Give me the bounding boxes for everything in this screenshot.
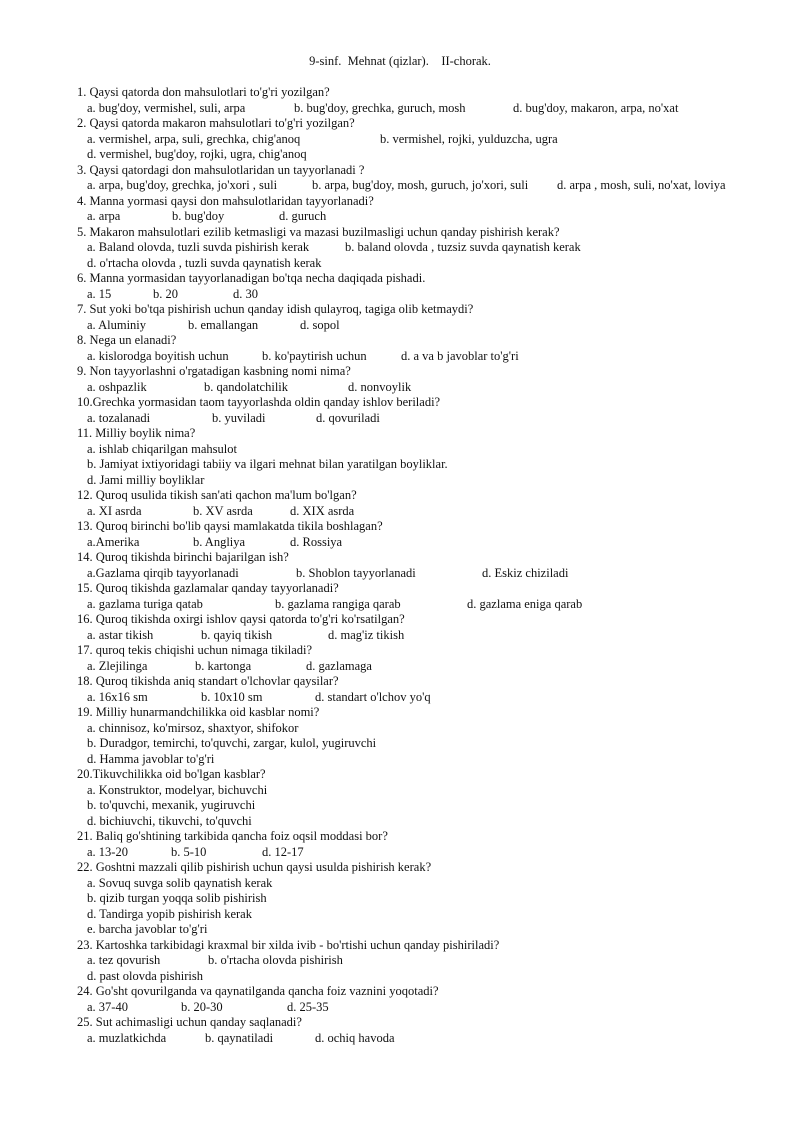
- question-10: 10.Grechka yormasidan taom tayyorlashda oldin qanday ishlov beriladi?: [77, 395, 441, 409]
- answer-option: d. sopol: [300, 318, 340, 332]
- answer-option: b. baland olovda , tuzsiz suvda qaynatish kerak: [345, 240, 581, 254]
- answer-option: d. gazlama eniga qarab: [467, 597, 583, 611]
- answer-option: d. standart o'lchov yo'q: [315, 690, 431, 704]
- answer-option: a. muzlatkichda: [87, 1031, 167, 1045]
- question-3: 3. Qaysi qatordagi don mahsulotlaridan un tayyorlanadi ?: [77, 163, 365, 177]
- question-22: 22. Goshtni mazzali qilib pishirish uchun qaysi usulda pishirish kerak?: [77, 860, 432, 874]
- question-16: 16. Quroq tikishda oxirgi ishlov qaysi qatorda to'g'ri ko'rsatilgan?: [77, 612, 405, 626]
- answer-option: d. 30: [233, 287, 258, 301]
- answer-option: a. chinnisoz, ko'mirsoz, shaxtyor, shifokor: [87, 721, 299, 735]
- answer-option: d. 25-35: [287, 1000, 329, 1014]
- answer-option: d. a va b javoblar to'g'ri: [401, 349, 519, 363]
- question-8: 8. Nega un elanadi?: [77, 333, 177, 347]
- answer-option: d. gazlamaga: [306, 659, 372, 673]
- answer-option: a. 16x16 sm: [87, 690, 148, 704]
- answer-option: a. tez qovurish: [87, 953, 161, 967]
- answer-option: a. vermishel, arpa, suli, grechka, chig'anoq: [87, 132, 301, 146]
- page-title: 9-sinf. Mehnat (qizlar). II-chorak.: [309, 54, 491, 68]
- answer-option: a. tozalanadi: [87, 411, 151, 425]
- answer-option: a. 15: [87, 287, 112, 301]
- answer-option: a. 37-40: [87, 1000, 128, 1014]
- question-7: 7. Sut yoki bo'tqa pishirish uchun qanday idish qulayroq, tagiga olib ketmaydi?: [77, 302, 474, 316]
- answer-option: a. 13-20: [87, 845, 128, 859]
- answer-option: a. astar tikish: [87, 628, 154, 642]
- answer-option: d. Hamma javoblar to'g'ri: [87, 752, 215, 766]
- answer-option: a. arpa, bug'doy, grechka, jo'xori , suli: [87, 178, 278, 192]
- answer-option: b. arpa, bug'doy, mosh, guruch, jo'xori, suli: [312, 178, 529, 192]
- answer-option: b. XV asrda: [193, 504, 253, 518]
- answer-option: b. kartonga: [195, 659, 252, 673]
- answer-option: b. bug'doy, grechka, guruch, mosh: [294, 101, 466, 115]
- question-2: 2. Qaysi qatorda makaron mahsulotlari to'g'ri yozilgan?: [77, 116, 355, 130]
- answer-option: d. past olovda pishirish: [87, 969, 203, 983]
- question-17: 17. quroq tekis chiqishi uchun nimaga tikiladi?: [77, 643, 313, 657]
- answer-option: b. emallangan: [188, 318, 259, 332]
- answer-option: b. qayiq tikish: [201, 628, 273, 642]
- answer-option: d. qovuriladi: [316, 411, 380, 425]
- answer-option: d. ochiq havoda: [315, 1031, 395, 1045]
- answer-option: d. nonvoylik: [348, 380, 412, 394]
- question-9: 9. Non tayyorlashni o'rgatadigan kasbning nomi nima?: [77, 364, 351, 378]
- question-5: 5. Makaron mahsulotlari ezilib ketmasligi va mazasi buzilmasligi uchun qanday pishirish kerak?: [77, 225, 560, 239]
- answer-option: d. XIX asrda: [290, 504, 355, 518]
- question-25: 25. Sut achimasligi uchun qanday saqlanadi?: [77, 1015, 302, 1029]
- answer-option: b. yuviladi: [212, 411, 266, 425]
- answer-option: d. Rossiya: [290, 535, 343, 549]
- answer-option: b. ko'paytirish uchun: [262, 349, 367, 363]
- question-24: 24. Go'sht qovurilganda va qaynatilganda qancha foiz vaznini yoqotadi?: [77, 984, 439, 998]
- answer-option: a. Baland olovda, tuzli suvda pishirish kerak: [87, 240, 310, 254]
- answer-option: b. Duradgor, temirchi, to'quvchi, zargar, kulol, yugiruvchi: [87, 736, 377, 750]
- question-1: 1. Qaysi qatorda don mahsulotlari to'g'ri yozilgan?: [77, 85, 330, 99]
- answer-option: b. Jamiyat ixtiyoridagi tabiiy va ilgari mehnat bilan yaratilgan boyliklar.: [87, 457, 448, 471]
- answer-option: e. barcha javoblar to'g'ri: [87, 922, 208, 936]
- answer-option: d. Tandirga yopib pishirish kerak: [87, 907, 252, 921]
- answer-option: a. Sovuq suvga solib qaynatish kerak: [87, 876, 273, 890]
- answer-option: b. 20-30: [181, 1000, 223, 1014]
- answer-option: a. Zlejilinga: [87, 659, 148, 673]
- answer-option: d. bichiuvchi, tikuvchi, to'quvchi: [87, 814, 252, 828]
- answer-option: b. vermishel, rojki, yulduzcha, ugra: [380, 132, 558, 146]
- answer-option: a. arpa: [87, 209, 121, 223]
- answer-option: d. bug'doy, makaron, arpa, no'xat: [513, 101, 679, 115]
- answer-option: d. mag'iz tikish: [328, 628, 405, 642]
- answer-option: b. 5-10: [171, 845, 207, 859]
- answer-option: b. qizib turgan yoqqa solib pishirish: [87, 891, 267, 905]
- question-19: 19. Milliy hunarmandchilikka oid kasblar nomi?: [77, 705, 320, 719]
- answer-option: a. ishlab chiqarilgan mahsulot: [87, 442, 237, 456]
- answer-option: b. qaynatiladi: [205, 1031, 274, 1045]
- answer-option: b. 10x10 sm: [201, 690, 263, 704]
- answer-option: a. XI asrda: [87, 504, 142, 518]
- question-6: 6. Manna yormasidan tayyorlanadigan bo'tqa necha daqiqada pishadi.: [77, 271, 426, 285]
- answer-option: b. Shoblon tayyorlanadi: [296, 566, 416, 580]
- question-4: 4. Manna yormasi qaysi don mahsulotlaridan tayyorlanadi?: [77, 194, 374, 208]
- answer-option: b. qandolatchilik: [204, 380, 289, 394]
- answer-option: d. 12-17: [262, 845, 304, 859]
- answer-option: d. guruch: [279, 209, 327, 223]
- question-21: 21. Baliq go'shtining tarkibida qancha foiz oqsil moddasi bor?: [77, 829, 388, 843]
- answer-option: d. Jami milliy boyliklar: [87, 473, 205, 487]
- question-11: 11. Milliy boylik nima?: [77, 426, 196, 440]
- answer-option: b. Angliya: [193, 535, 246, 549]
- answer-option: d. o'rtacha olovda , tuzli suvda qaynatish kerak: [87, 256, 322, 270]
- answer-option: a. Konstruktor, modelyar, bichuvchi: [87, 783, 268, 797]
- answer-option: a. gazlama turiga qatab: [87, 597, 203, 611]
- question-23: 23. Kartoshka tarkibidagi kraxmal bir xilda ivib - bo'rtishi uchun qanday pishiriladi?: [77, 938, 500, 952]
- question-13: 13. Quroq birinchi bo'lib qaysi mamlakatda tikila boshlagan?: [77, 519, 383, 533]
- question-20: 20.Tikuvchilikka oid bo'lgan kasblar?: [77, 767, 266, 781]
- answer-option: d. arpa , mosh, suli, no'xat, loviya: [557, 178, 726, 192]
- question-14: 14. Quroq tikishda birinchi bajarilgan ish?: [77, 550, 289, 564]
- answer-option: a. oshpazlik: [87, 380, 147, 394]
- answer-option: a. Aluminiy: [87, 318, 147, 332]
- question-18: 18. Quroq tikishda aniq standart o'lchovlar qaysilar?: [77, 674, 339, 688]
- answer-option: b. 20: [153, 287, 178, 301]
- answer-option: d. Eskiz chiziladi: [482, 566, 569, 580]
- answer-option: d. vermishel, bug'doy, rojki, ugra, chig'anoq: [87, 147, 307, 161]
- answer-option: a.Gazlama qirqib tayyorlanadi: [87, 566, 239, 580]
- question-15: 15. Quroq tikishda gazlamalar qanday tayyorlanadi?: [77, 581, 339, 595]
- answer-option: a.Amerika: [87, 535, 140, 549]
- answer-option: b. bug'doy: [172, 209, 225, 223]
- question-12: 12. Quroq usulida tikish san'ati qachon ma'lum bo'lgan?: [77, 488, 357, 502]
- answer-option: a. kislorodga boyitish uchun: [87, 349, 229, 363]
- answer-option: b. to'quvchi, mexanik, yugiruvchi: [87, 798, 256, 812]
- answer-option: a. bug'doy, vermishel, suli, arpa: [87, 101, 246, 115]
- answer-option: b. gazlama rangiga qarab: [275, 597, 401, 611]
- answer-option: b. o'rtacha olovda pishirish: [208, 953, 343, 967]
